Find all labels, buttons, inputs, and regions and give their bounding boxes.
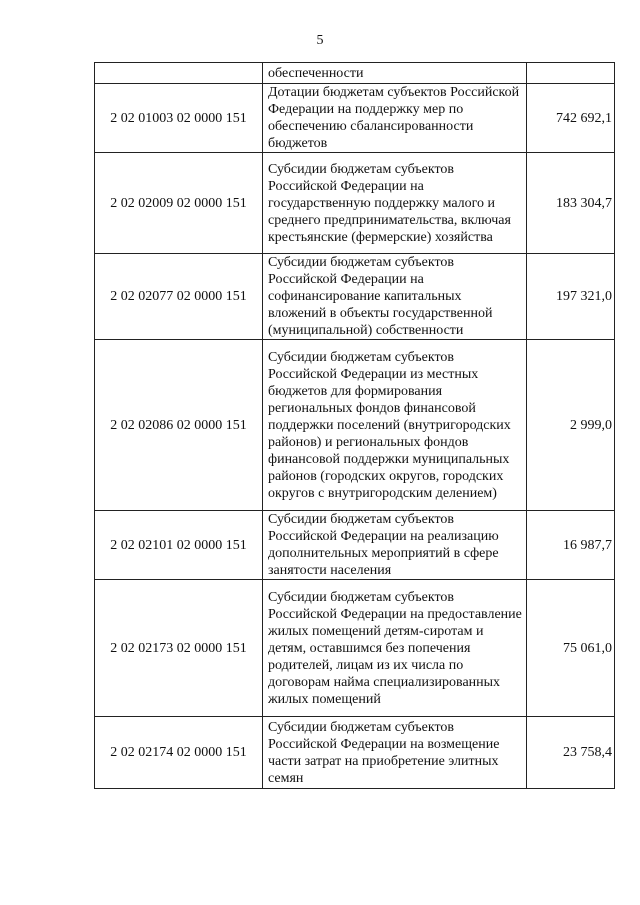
amount-cell: 183 304,7 xyxy=(527,153,615,254)
budget-code-cell: 2 02 02077 02 0000 151 xyxy=(95,254,263,340)
budget-code-cell: 2 02 02009 02 0000 151 xyxy=(95,153,263,254)
page-number: 5 xyxy=(316,33,324,48)
amount-cell xyxy=(527,63,615,84)
revenue-name-cell: Субсидии бюджетам субъектов Российской Федерации на государственную поддержку малого и среднего предпринимательства, включая крестьянские (фермерские) хозяйства xyxy=(263,153,527,254)
budget-code-cell: 2 02 02101 02 0000 151 xyxy=(95,511,263,580)
amount-cell: 23 758,4 xyxy=(527,717,615,789)
table-row xyxy=(95,63,615,84)
budget-code-cell: 2 02 01003 02 0000 151 xyxy=(95,84,263,153)
table-row xyxy=(95,340,615,511)
table-row xyxy=(95,511,615,580)
amount-cell: 16 987,7 xyxy=(527,511,615,580)
budget-code-cell: 2 02 02174 02 0000 151 xyxy=(95,717,263,789)
amount-cell: 197 321,0 xyxy=(527,254,615,340)
amount-cell: 75 061,0 xyxy=(527,580,615,717)
revenue-name-cell: Субсидии бюджетам субъектов Российской Федерации на возмещение части затрат на приобретение элитных семян xyxy=(263,717,527,789)
revenue-name-cell: Субсидии бюджетам субъектов Российской Федерации на предоставление жилых помещений детям-сиротам и детям, оставшимся без попечения родителей, лицам из их числа по договорам найма специализированных жилых помещений xyxy=(263,580,527,717)
budget-code-cell: 2 02 02173 02 0000 151 xyxy=(95,580,263,717)
amount-cell: 742 692,1 xyxy=(527,84,615,153)
table-row xyxy=(95,254,615,340)
table-row xyxy=(95,717,615,789)
budget-code-cell: 2 02 02086 02 0000 151 xyxy=(95,340,263,511)
table-row xyxy=(95,153,615,254)
budget-table xyxy=(94,62,615,789)
revenue-name-cell: обеспеченности xyxy=(263,63,527,84)
table-row xyxy=(95,580,615,717)
amount-cell: 2 999,0 xyxy=(527,340,615,511)
revenue-name-cell: Субсидии бюджетам субъектов Российской Федерации на софинансирование капитальных вложений в объекты государственной (муниципальной) собственности xyxy=(263,254,527,340)
budget-code-cell xyxy=(95,63,263,84)
revenue-name-cell: Субсидии бюджетам субъектов Российской Федерации на реализацию дополнительных мероприятий в сфере занятости населения xyxy=(263,511,527,580)
revenue-name-cell: Дотации бюджетам субъектов Российской Федерации на поддержку мер по обеспечению сбалансированности бюджетов xyxy=(263,84,527,153)
table-row xyxy=(95,84,615,153)
revenue-name-cell: Субсидии бюджетам субъектов Российской Федерации из местных бюджетов для формирования региональных фондов финансовой поддержки поселений (внутригородских районов) и региональных фондов финансовой поддержки муниципальных районов (городских округов, городских округов с внутригородским делением) xyxy=(263,340,527,511)
